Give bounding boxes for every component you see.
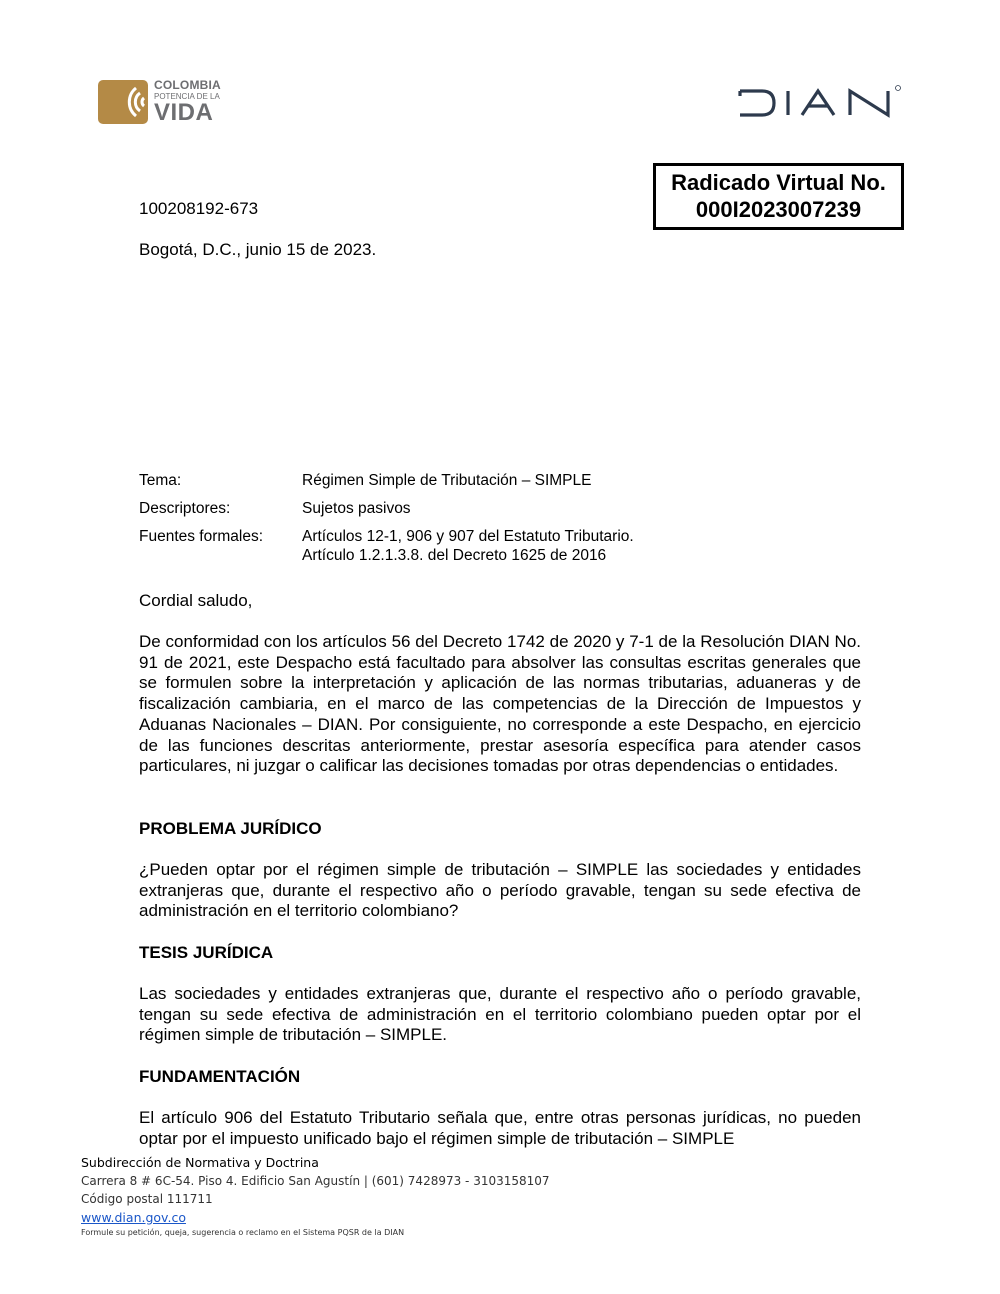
descriptores-label: Descriptores: <box>139 500 231 517</box>
date-line: Bogotá, D.C., junio 15 de 2023. <box>139 240 377 259</box>
colombia-logo-mark-icon <box>98 80 148 124</box>
tema-value: Régimen Simple de Tributación – SIMPLE <box>302 472 592 489</box>
problema-juridico-heading: PROBLEMA JURÍDICO <box>139 819 322 838</box>
fuentes-value-1: Artículos 12-1, 906 y 907 del Estatuto Tributario. <box>302 528 634 545</box>
tema-label: Tema: <box>139 472 182 489</box>
logo-text-vida: VIDA <box>154 99 214 126</box>
footer-postal-code: Código postal 111711 <box>81 1192 213 1206</box>
greeting: Cordial saludo, <box>139 591 253 610</box>
footer-department: Subdirección de Normativa y Doctrina <box>81 1155 319 1170</box>
problema-juridico-text: ¿Pueden optar por el régimen simple de tributación – SIMPLE las sociedades y entidades extranjeras que, durante el respectivo año o período gravable, tengan su sede efectiva de administración en el territorio colombiano? <box>139 860 861 921</box>
radicado-label: Radicado Virtual No. <box>671 170 886 195</box>
fuentes-label: Fuentes formales: <box>139 528 264 545</box>
tesis-juridica-heading: TESIS JURÍDICA <box>139 943 274 962</box>
fundamentacion-text: El artículo 906 del Estatuto Tributario señala que, entre otras personas jurídicas, no pueden optar por el impuesto unificado bajo el régimen simple de tributación – SIMPLE <box>139 1108 861 1148</box>
descriptores-value: Sujetos pasivos <box>302 500 411 517</box>
dian-wordmark-icon <box>736 82 906 124</box>
intro-paragraph: De conformidad con los artículos 56 del Decreto 1742 de 2020 y 7-1 de la Resolución DIAN No. 91 de 2021, este Despacho está facultado para absolver las consultas escritas generales que se formulen sobre la interpretación y aplicación de las normas tributarias, aduaneras y de fiscalización cambiaria, en el marco de las competencias de la Dirección de Impuestos y Aduanas Nacionales – DIAN. Por consiguiente, no corresponde a este Despacho, en ejercicio de las funciones descritas anteriormente, prestar asesoría específica para atender casos particulares, ni juzgar o calificar las decisiones tomadas por otras dependencias o entidades. <box>139 632 861 776</box>
document-number: 100208192-673 <box>139 199 259 218</box>
colombia-potencia-de-la-vida-logo <box>98 76 238 128</box>
fundamentacion-heading: FUNDAMENTACIÓN <box>139 1067 301 1086</box>
logo-text-colombia: COLOMBIA <box>154 78 221 92</box>
logo-text-potencia: POTENCIA DE LA <box>154 92 220 101</box>
fuentes-value-2: Artículo 1.2.1.3.8. del Decreto 1625 de 2016 <box>302 547 607 564</box>
dian-logo <box>736 82 906 124</box>
footer-website-link[interactable]: www.dian.gov.co <box>81 1210 186 1225</box>
footer-address: Carrera 8 # 6C-54. Piso 4. Edificio San Agustín | (601) 7428973 - 3103158107 <box>81 1174 550 1188</box>
tesis-juridica-text: Las sociedades y entidades extranjeras que, durante el respectivo año o período gravable, tengan su sede efectiva de administración en el territorio colombiano pueden optar por el régimen simple de tributación – SIMPLE. <box>139 984 861 1045</box>
radicado-virtual-box <box>653 163 904 230</box>
radicado-number: 000I2023007239 <box>695 197 862 222</box>
footer-pqsr-note: Formule su petición, queja, sugerencia o reclamo en el Sistema PQSR de la DIAN <box>81 1228 405 1237</box>
